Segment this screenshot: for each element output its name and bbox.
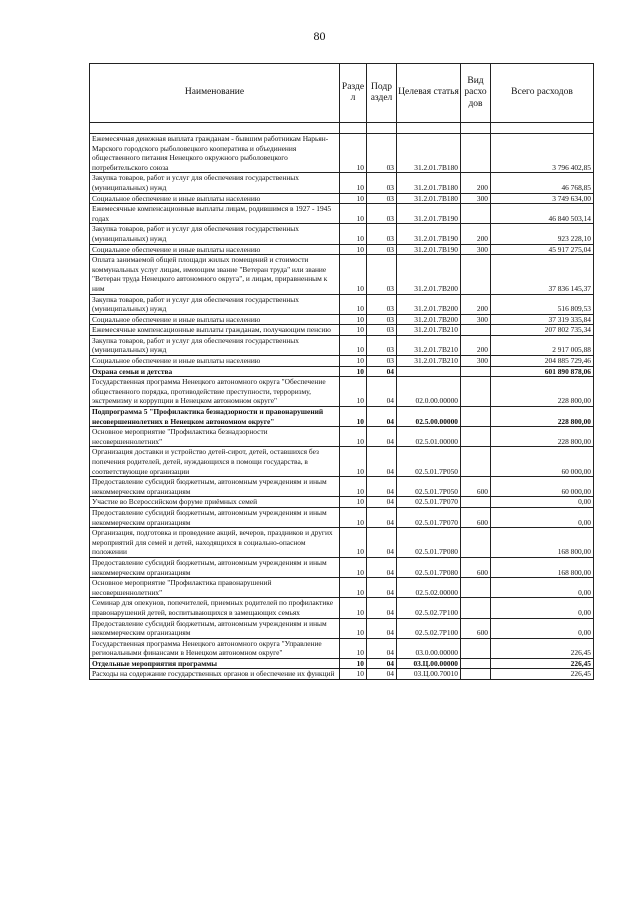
cell-name: Участие во Всероссийском форуме приёмных семей bbox=[90, 497, 340, 508]
cell-name: Организация, подготовка и проведение акций, вечеров, праздников и других мероприятий для семей и детей, находящихся в социально-опасном положении bbox=[90, 528, 340, 558]
cell-expense-type: 200 bbox=[461, 294, 491, 314]
cell-subsection: 03 bbox=[367, 134, 397, 173]
cell-total: 226,45 bbox=[491, 658, 594, 669]
table-row bbox=[90, 255, 594, 294]
cell-total: 204 885 729,46 bbox=[491, 356, 594, 367]
cell-expense-type bbox=[461, 325, 491, 336]
cell-section: 10 bbox=[340, 638, 367, 658]
table-row bbox=[90, 204, 594, 224]
table-row bbox=[90, 578, 594, 598]
cell-article: 02.0.00.00000 bbox=[397, 377, 461, 407]
cell-total: 37 836 145,37 bbox=[491, 255, 594, 294]
cell-article: 31.2.01.7В210 bbox=[397, 335, 461, 355]
cell-expense-type bbox=[461, 669, 491, 680]
cell-total: 516 809,53 bbox=[491, 294, 594, 314]
cell-section: 10 bbox=[340, 658, 367, 669]
cell-section: 10 bbox=[340, 497, 367, 508]
cell-total: 228 800,00 bbox=[491, 377, 594, 407]
cell-section bbox=[340, 123, 367, 134]
header-section: Разде л bbox=[340, 64, 367, 123]
cell-total: 0,00 bbox=[491, 618, 594, 638]
cell-article: 02.5.01.7Р080 bbox=[397, 528, 461, 558]
cell-article: 02.5.01.7Р080 bbox=[397, 557, 461, 577]
cell-total: 601 890 878,06 bbox=[491, 366, 594, 377]
cell-expense-type bbox=[461, 366, 491, 377]
cell-article bbox=[397, 123, 461, 134]
cell-name: Ежемесячная денежная выплата гражданам - бывшим работникам Нарьян-Марского городского рыболовецкого кооператива и объединения общественного питания Ненецкого окружного рыболовецкого потребительского союза bbox=[90, 134, 340, 173]
cell-name: Государственная программа Ненецкого автономного округа "Обеспечение общественного порядка, противодействие преступности, терроризму, экстремизму и коррупции в Ненецком автономном округе" bbox=[90, 377, 340, 407]
cell-name: Отдельные мероприятия программы bbox=[90, 658, 340, 669]
cell-total: 37 319 335,84 bbox=[491, 314, 594, 325]
cell-section: 10 bbox=[340, 193, 367, 204]
header-article: Целевая статья bbox=[397, 64, 461, 123]
cell-section: 10 bbox=[340, 669, 367, 680]
page-number: 80 bbox=[313, 29, 326, 43]
cell-subsection: 04 bbox=[367, 507, 397, 527]
table-row bbox=[90, 598, 594, 618]
cell-article: 31.2.01.7В180 bbox=[397, 173, 461, 193]
cell-name: Закупка товаров, работ и услуг для обеспечения государственных (муниципальных) нужд bbox=[90, 335, 340, 355]
cell-name: Организация доставки и устройство детей-сирот, детей, оставшихся без попечения родителей, детей, нуждающихся в помощи государства, в соответствующие организации bbox=[90, 447, 340, 477]
header-name: Наименование bbox=[90, 64, 340, 123]
cell-subsection: 03 bbox=[367, 244, 397, 255]
cell-total: 168 800,00 bbox=[491, 528, 594, 558]
cell-section: 10 bbox=[340, 204, 367, 224]
cell-section: 10 bbox=[340, 294, 367, 314]
cell-article: 02.5.01.7Р070 bbox=[397, 507, 461, 527]
table-row bbox=[90, 356, 594, 367]
cell-total: 228 800,00 bbox=[491, 427, 594, 447]
cell-subsection: 04 bbox=[367, 557, 397, 577]
cell-subsection: 04 bbox=[367, 407, 397, 427]
cell-article: 03.Ц.00.00000 bbox=[397, 658, 461, 669]
cell-section: 10 bbox=[340, 507, 367, 527]
cell-article: 31.2.01.7В190 bbox=[397, 224, 461, 244]
cell-article: 02.5.02.7Р100 bbox=[397, 598, 461, 618]
cell-article: 02.5.02.00000 bbox=[397, 578, 461, 598]
cell-name: Охрана семьи и детства bbox=[90, 366, 340, 377]
cell-subsection: 03 bbox=[367, 173, 397, 193]
cell-article: 03.Ц.00.70010 bbox=[397, 669, 461, 680]
cell-subsection: 04 bbox=[367, 618, 397, 638]
cell-section: 10 bbox=[340, 335, 367, 355]
cell-expense-type bbox=[461, 255, 491, 294]
cell-total: 45 917 275,04 bbox=[491, 244, 594, 255]
table-row bbox=[90, 244, 594, 255]
cell-article: 02.5.01.7Р050 bbox=[397, 477, 461, 497]
cell-expense-type: 300 bbox=[461, 356, 491, 367]
cell-section: 10 bbox=[340, 356, 367, 367]
cell-article: 31.2.01.7В180 bbox=[397, 193, 461, 204]
table-row bbox=[90, 294, 594, 314]
cell-expense-type bbox=[461, 447, 491, 477]
cell-section: 10 bbox=[340, 314, 367, 325]
cell-total: 0,00 bbox=[491, 598, 594, 618]
cell-name: Социальное обеспечение и иные выплаты населению bbox=[90, 356, 340, 367]
cell-name: Ежемесячные компенсационные выплаты гражданам, получающим пенсию bbox=[90, 325, 340, 336]
cell-total: 228 800,00 bbox=[491, 407, 594, 427]
cell-total: 3 796 402,85 bbox=[491, 134, 594, 173]
cell-name: Ежемесячные компенсационные выплаты лицам, родившимся в 1927 - 1945 годах bbox=[90, 204, 340, 224]
cell-expense-type: 300 bbox=[461, 193, 491, 204]
cell-section: 10 bbox=[340, 407, 367, 427]
table-row bbox=[90, 497, 594, 508]
cell-expense-type bbox=[461, 578, 491, 598]
cell-section: 10 bbox=[340, 173, 367, 193]
cell-name: Закупка товаров, работ и услуг для обеспечения государственных (муниципальных) нужд bbox=[90, 294, 340, 314]
cell-name: Расходы на содержание государственных органов и обеспечение их функций bbox=[90, 669, 340, 680]
cell-total: 46 768,85 bbox=[491, 173, 594, 193]
cell-total: 60 000,00 bbox=[491, 477, 594, 497]
cell-article: 03.0.00.00000 bbox=[397, 638, 461, 658]
table-row bbox=[90, 447, 594, 477]
cell-subsection: 04 bbox=[367, 497, 397, 508]
cell-subsection: 03 bbox=[367, 356, 397, 367]
cell-expense-type bbox=[461, 497, 491, 508]
cell-section: 10 bbox=[340, 578, 367, 598]
cell-subsection: 04 bbox=[367, 377, 397, 407]
cell-section: 10 bbox=[340, 598, 367, 618]
cell-subsection: 03 bbox=[367, 193, 397, 204]
cell-subsection: 04 bbox=[367, 638, 397, 658]
table-row bbox=[90, 123, 594, 134]
cell-subsection: 04 bbox=[367, 477, 397, 497]
cell-expense-type bbox=[461, 638, 491, 658]
cell-total bbox=[491, 123, 594, 134]
table-row bbox=[90, 669, 594, 680]
cell-section: 10 bbox=[340, 557, 367, 577]
table-row bbox=[90, 658, 594, 669]
cell-expense-type: 600 bbox=[461, 618, 491, 638]
cell-subsection bbox=[367, 123, 397, 134]
cell-name: Предоставление субсидий бюджетным, автономным учреждениям и иным некоммерческим организациям bbox=[90, 557, 340, 577]
cell-section: 10 bbox=[340, 134, 367, 173]
cell-article: 02.5.00.00000 bbox=[397, 407, 461, 427]
header-subsection: Подр аздел bbox=[367, 64, 397, 123]
cell-section: 10 bbox=[340, 447, 367, 477]
cell-article: 31.2.01.7В210 bbox=[397, 356, 461, 367]
cell-article: 02.5.01.7Р070 bbox=[397, 497, 461, 508]
cell-name: Основное мероприятие "Профилактика правонарушений несовершеннолетних" bbox=[90, 578, 340, 598]
cell-expense-type: 600 bbox=[461, 477, 491, 497]
cell-subsection: 04 bbox=[367, 598, 397, 618]
cell-expense-type: 600 bbox=[461, 557, 491, 577]
cell-name: Государственная программа Ненецкого автономного округа "Управление региональными финансами в Ненецком автономном округе" bbox=[90, 638, 340, 658]
cell-name: Социальное обеспечение и иные выплаты населению bbox=[90, 244, 340, 255]
cell-name: Подпрограмма 5 "Профилактика безнадзорности и правонарушений несовершеннолетних в Ненецком автономном округе" bbox=[90, 407, 340, 427]
cell-total: 0,00 bbox=[491, 507, 594, 527]
cell-expense-type bbox=[461, 528, 491, 558]
table-row bbox=[90, 477, 594, 497]
cell-article: 31.2.01.7В190 bbox=[397, 244, 461, 255]
cell-section: 10 bbox=[340, 427, 367, 447]
table-row bbox=[90, 134, 594, 173]
cell-total: 226,45 bbox=[491, 638, 594, 658]
cell-name: Оплата занимаемой общей площади жилых помещений и стоимости коммунальных услуг лицам, имеющим звание "Ветеран труда" или звание "Ветеран труда Ненецкого автономного округа", и лицам, приравненным к ним bbox=[90, 255, 340, 294]
cell-subsection: 04 bbox=[367, 366, 397, 377]
cell-article: 31.2.01.7В200 bbox=[397, 294, 461, 314]
table-row bbox=[90, 618, 594, 638]
cell-subsection: 04 bbox=[367, 658, 397, 669]
table-row bbox=[90, 325, 594, 336]
table-row bbox=[90, 507, 594, 527]
cell-section: 10 bbox=[340, 366, 367, 377]
cell-expense-type bbox=[461, 377, 491, 407]
cell-total: 60 000,00 bbox=[491, 447, 594, 477]
table-row bbox=[90, 427, 594, 447]
cell-name: Предоставление субсидий бюджетным, автономным учреждениям и иным некоммерческим организациям bbox=[90, 618, 340, 638]
cell-section: 10 bbox=[340, 618, 367, 638]
table-row bbox=[90, 377, 594, 407]
cell-total: 3 749 634,00 bbox=[491, 193, 594, 204]
cell-total: 168 800,00 bbox=[491, 557, 594, 577]
cell-total: 923 228,10 bbox=[491, 224, 594, 244]
cell-article: 31.2.01.7В190 bbox=[397, 204, 461, 224]
table-row bbox=[90, 557, 594, 577]
cell-subsection: 03 bbox=[367, 204, 397, 224]
cell-article: 02.5.01.7Р050 bbox=[397, 447, 461, 477]
cell-section: 10 bbox=[340, 377, 367, 407]
cell-name: Семинар для опекунов, попечителей, приемных родителей по профилактике правонарушений детей, воспитывающихся в замещающих семьях bbox=[90, 598, 340, 618]
table-row bbox=[90, 173, 594, 193]
cell-expense-type: 200 bbox=[461, 335, 491, 355]
table-row bbox=[90, 335, 594, 355]
cell-expense-type: 300 bbox=[461, 244, 491, 255]
cell-subsection: 04 bbox=[367, 528, 397, 558]
cell-expense-type bbox=[461, 427, 491, 447]
cell-subsection: 03 bbox=[367, 255, 397, 294]
cell-subsection: 04 bbox=[367, 447, 397, 477]
cell-section: 10 bbox=[340, 325, 367, 336]
header-expense-type: Вид расхо дов bbox=[461, 64, 491, 123]
cell-name bbox=[90, 123, 340, 134]
cell-name: Предоставление субсидий бюджетным, автономным учреждениям и иным некоммерческим организациям bbox=[90, 477, 340, 497]
cell-subsection: 03 bbox=[367, 314, 397, 325]
table-row bbox=[90, 224, 594, 244]
cell-name: Основное мероприятие "Профилактика безнадзорности несовершеннолетних" bbox=[90, 427, 340, 447]
cell-expense-type bbox=[461, 204, 491, 224]
cell-subsection: 03 bbox=[367, 325, 397, 336]
cell-expense-type: 200 bbox=[461, 224, 491, 244]
table-row bbox=[90, 366, 594, 377]
cell-expense-type bbox=[461, 598, 491, 618]
cell-article bbox=[397, 366, 461, 377]
cell-subsection: 03 bbox=[367, 224, 397, 244]
cell-article: 31.2.01.7В180 bbox=[397, 134, 461, 173]
table-header-row bbox=[90, 64, 594, 123]
cell-total: 2 917 005,88 bbox=[491, 335, 594, 355]
cell-subsection: 04 bbox=[367, 578, 397, 598]
cell-expense-type bbox=[461, 407, 491, 427]
cell-expense-type: 600 bbox=[461, 507, 491, 527]
cell-name: Предоставление субсидий бюджетным, автономным учреждениям и иным некоммерческим организациям bbox=[90, 507, 340, 527]
cell-subsection: 04 bbox=[367, 669, 397, 680]
cell-section: 10 bbox=[340, 477, 367, 497]
cell-total: 0,00 bbox=[491, 578, 594, 598]
budget-table bbox=[89, 63, 594, 680]
cell-name: Социальное обеспечение и иные выплаты населению bbox=[90, 314, 340, 325]
cell-section: 10 bbox=[340, 528, 367, 558]
cell-expense-type bbox=[461, 123, 491, 134]
table-row bbox=[90, 407, 594, 427]
cell-subsection: 04 bbox=[367, 427, 397, 447]
header-total: Всего расходов bbox=[491, 64, 594, 123]
cell-name: Социальное обеспечение и иные выплаты населению bbox=[90, 193, 340, 204]
cell-total: 0,00 bbox=[491, 497, 594, 508]
table-row bbox=[90, 638, 594, 658]
cell-article: 31.2.01.7В200 bbox=[397, 314, 461, 325]
table-row bbox=[90, 314, 594, 325]
cell-section: 10 bbox=[340, 224, 367, 244]
cell-article: 31.2.01.7В210 bbox=[397, 325, 461, 336]
cell-expense-type: 300 bbox=[461, 314, 491, 325]
table-row bbox=[90, 528, 594, 558]
cell-name: Закупка товаров, работ и услуг для обеспечения государственных (муниципальных) нужд bbox=[90, 173, 340, 193]
cell-total: 207 802 735,34 bbox=[491, 325, 594, 336]
cell-article: 02.5.01.00000 bbox=[397, 427, 461, 447]
cell-section: 10 bbox=[340, 255, 367, 294]
cell-article: 31.2.01.7В200 bbox=[397, 255, 461, 294]
cell-expense-type: 200 bbox=[461, 173, 491, 193]
cell-article: 02.5.02.7Р100 bbox=[397, 618, 461, 638]
cell-total: 46 840 503,14 bbox=[491, 204, 594, 224]
cell-subsection: 03 bbox=[367, 335, 397, 355]
cell-name: Закупка товаров, работ и услуг для обеспечения государственных (муниципальных) нужд bbox=[90, 224, 340, 244]
cell-section: 10 bbox=[340, 244, 367, 255]
cell-subsection: 03 bbox=[367, 294, 397, 314]
cell-expense-type bbox=[461, 134, 491, 173]
table-row bbox=[90, 193, 594, 204]
cell-expense-type bbox=[461, 658, 491, 669]
cell-total: 226,45 bbox=[491, 669, 594, 680]
